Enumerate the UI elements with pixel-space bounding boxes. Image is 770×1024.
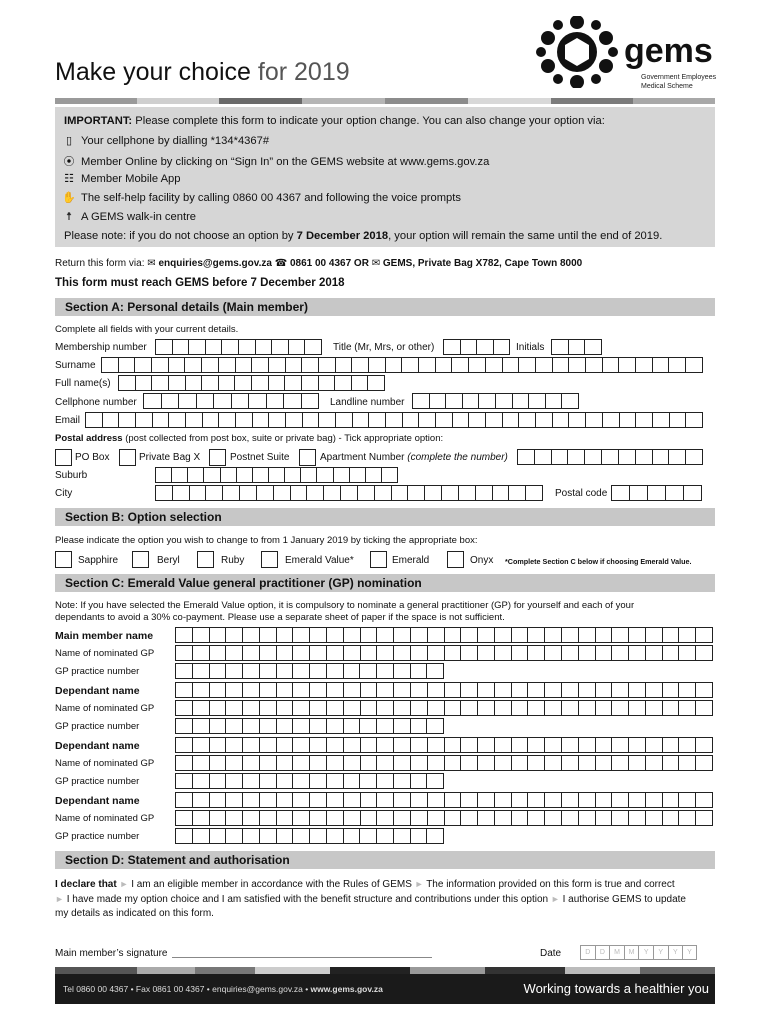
gp-practice-input[interactable] (175, 663, 444, 679)
dependant-name-input[interactable] (175, 682, 713, 698)
important-note: Please note: if you do not choose an option by 7 December 2018, your option will remain the same until the end of 2019. (64, 230, 663, 242)
city-input[interactable] (155, 485, 543, 501)
landline-label: Landline number (330, 397, 405, 408)
gp-name-label: Name of nominated GP (55, 813, 155, 824)
option-item: ⦿ Member Online by clicking on “Sign In” on the GEMS website at www.gems.gov.za (62, 153, 489, 169)
section-c-header: Section C: Emerald Value general practitioner (GP) nomination (55, 574, 715, 592)
arrow-icon: ► (119, 879, 129, 889)
dependant-name-input[interactable] (175, 737, 713, 753)
emerald-label: Emerald (392, 555, 430, 566)
email-label: Email (55, 415, 81, 426)
fullnames-input[interactable] (118, 375, 385, 391)
title-label: Title (Mr, Mrs, or other) (333, 342, 435, 353)
fullnames-label: Full name(s) (55, 378, 111, 389)
beryl-label: Beryl (157, 555, 180, 566)
onyx-checkbox[interactable] (447, 551, 464, 568)
emerald-value-checkbox[interactable] (261, 551, 278, 568)
logo-subtitle: Government Employees Medical Scheme (641, 74, 717, 90)
deadline: This form must reach GEMS before 7 December 2018 (55, 277, 345, 289)
gp-practice-label: GP practice number (55, 721, 140, 732)
suburb-input[interactable] (155, 467, 398, 483)
signature-field[interactable] (172, 957, 432, 958)
gp-practice-input[interactable] (175, 828, 444, 844)
cellphone-input[interactable] (143, 393, 319, 409)
gp-practice-input[interactable] (175, 773, 444, 789)
dependant-name-input[interactable] (175, 792, 713, 808)
divider (565, 967, 640, 974)
gp-name-label: Name of nominated GP (55, 648, 155, 659)
divider (410, 967, 485, 974)
divider (330, 967, 410, 974)
private-bag-checkbox[interactable] (119, 449, 136, 466)
signature-label: Main member’s signature (55, 948, 168, 959)
postal-code-label: Postal code (555, 488, 608, 499)
divider (55, 98, 137, 104)
divider (219, 98, 302, 104)
apartment-checkbox[interactable] (299, 449, 316, 466)
section-c-note-line2: dependants to avoid a 30% co-payment. Please use a separate sheet of paper if the space is not sufficient. (55, 612, 505, 623)
option-item: ▯ Your cellphone by dialling *134*4367# (62, 134, 269, 147)
mobile-app-icon: ☷ (64, 173, 74, 185)
sapphire-checkbox[interactable] (55, 551, 72, 568)
footer-contacts: Tel 0860 00 4367 • Fax 0861 00 4367 • enquiries@gems.gov.za • www.gems.gov.za (63, 984, 383, 994)
gems-logo-icon (536, 16, 618, 88)
date-input[interactable]: D D M M Y Y Y Y (580, 945, 697, 960)
section-a-header: Section A: Personal details (Main member) (55, 298, 715, 316)
surname-input[interactable] (101, 357, 703, 373)
page-title: Make your choice for 2019 (55, 58, 350, 86)
section-b-header: Section B: Option selection (55, 508, 715, 526)
private-bag-label: Private Bag X (139, 452, 201, 463)
footer-tagline: Working towards a healthier you (523, 981, 709, 996)
divider (551, 98, 633, 104)
po-box-checkbox[interactable] (55, 449, 72, 466)
sapphire-label: Sapphire (78, 555, 119, 566)
beryl-checkbox[interactable] (132, 551, 149, 568)
divider (55, 967, 137, 974)
envelope-icon: ✉ (147, 258, 156, 269)
gp-practice-label: GP practice number (55, 776, 140, 787)
gp-name-label: Name of nominated GP (55, 758, 155, 769)
divider (255, 967, 330, 974)
divider (468, 98, 551, 104)
postnet-label: Postnet Suite (230, 452, 290, 463)
section-c-note-line1: Note: If you have selected the Emerald Value option, it is compulsory to nominate a general practitioner (GP) for yourself and each of your (55, 600, 635, 611)
cellphone-icon: ▯ (65, 135, 73, 147)
divider (385, 98, 468, 104)
hand-icon: ✋ (62, 192, 76, 204)
fax-icon: ☎ (274, 258, 288, 269)
gp-practice-input[interactable] (175, 718, 444, 734)
important-lead: IMPORTANT: Please complete this form to indicate your option change. You can also change your option via: (64, 115, 605, 127)
section-d-header: Section D: Statement and authorisation (55, 851, 715, 869)
section-b-note: *Complete Section C below if choosing Emerald Value. (505, 557, 692, 566)
divider (195, 967, 255, 974)
declaration-text: I declare that ► I am an eligible member in accordance with the Rules of GEMS ► The information provided on this form is true and correct ► I have made my option choice and I am satisfied with the benefit structure and contributions under this option ► I authorise GEMS to update my details as indicated on this form. (55, 879, 686, 919)
date-label: Date (540, 948, 562, 959)
dependant-label: Dependant name (55, 740, 140, 752)
membership-number-input[interactable] (155, 339, 322, 355)
section-b-intro: Please indicate the option you wish to change to from 1 January 2019 by ticking the appropriate box: (55, 535, 478, 546)
suburb-label: Suburb (55, 470, 88, 481)
apartment-label: Apartment Number (complete the number) (320, 452, 508, 463)
onyx-label: Onyx (470, 555, 494, 566)
arrow-icon: ► (414, 879, 424, 889)
main-member-label: Main member name (55, 630, 154, 642)
email-input[interactable] (85, 412, 703, 428)
initials-input[interactable] (551, 339, 602, 355)
postal-address-label: Postal address (post collected from post box, suite or private bag) - Tick appropriate option: (55, 433, 444, 444)
divider (302, 98, 385, 104)
surname-label: Surname (55, 360, 96, 371)
postal-code-input[interactable] (611, 485, 702, 501)
divider (485, 967, 565, 974)
option-item: ☨ A GEMS walk-in centre (62, 210, 196, 223)
logo-wordmark: gems (624, 32, 713, 70)
ruby-checkbox[interactable] (197, 551, 214, 568)
arrow-icon: ► (550, 894, 560, 904)
ruby-label: Ruby (221, 555, 245, 566)
initials-label: Initials (516, 342, 545, 353)
footer-bar (55, 974, 715, 1004)
gp-name-input[interactable] (175, 810, 713, 826)
landline-input[interactable] (412, 393, 579, 409)
section-a-intro: Complete all fields with your current details. (55, 324, 239, 335)
gp-name-input[interactable] (175, 645, 713, 661)
cellphone-label: Cellphone number (55, 397, 137, 408)
mailbox-icon: ✉ (371, 258, 381, 269)
main-member-name-input[interactable] (175, 627, 713, 643)
gp-name-input[interactable] (175, 700, 713, 716)
gp-name-label: Name of nominated GP (55, 703, 155, 714)
broadcast-icon: ⦿ (63, 156, 75, 168)
dependant-label: Dependant name (55, 685, 140, 697)
postnet-checkbox[interactable] (209, 449, 226, 466)
gp-practice-label: GP practice number (55, 666, 140, 677)
walking-person-icon: ☨ (66, 211, 72, 223)
divider (640, 967, 715, 974)
emerald-checkbox[interactable] (370, 551, 387, 568)
divider (137, 967, 195, 974)
apartment-number-input[interactable] (517, 449, 703, 465)
po-box-label: PO Box (75, 452, 110, 463)
option-item: ✋ The self-help facility by calling 0860 00 4367 and following the voice prompts (62, 192, 461, 204)
divider (633, 98, 715, 104)
arrow-icon: ► (55, 894, 64, 904)
dependant-label: Dependant name (55, 795, 140, 807)
membership-label: Membership number (55, 342, 147, 353)
gp-practice-label: GP practice number (55, 831, 140, 842)
return-line: Return this form via: ✉ enquiries@gems.gov.za ☎ 0861 00 4367 OR ✉ GEMS, Private Bag X782, Cape Town 8000 (55, 258, 583, 269)
title-input[interactable] (443, 339, 510, 355)
option-item: ☷ Member Mobile App (62, 172, 181, 185)
gp-name-input[interactable] (175, 755, 713, 771)
divider (137, 98, 219, 104)
emerald-value-label: Emerald Value* (285, 555, 354, 566)
city-label: City (55, 488, 73, 499)
